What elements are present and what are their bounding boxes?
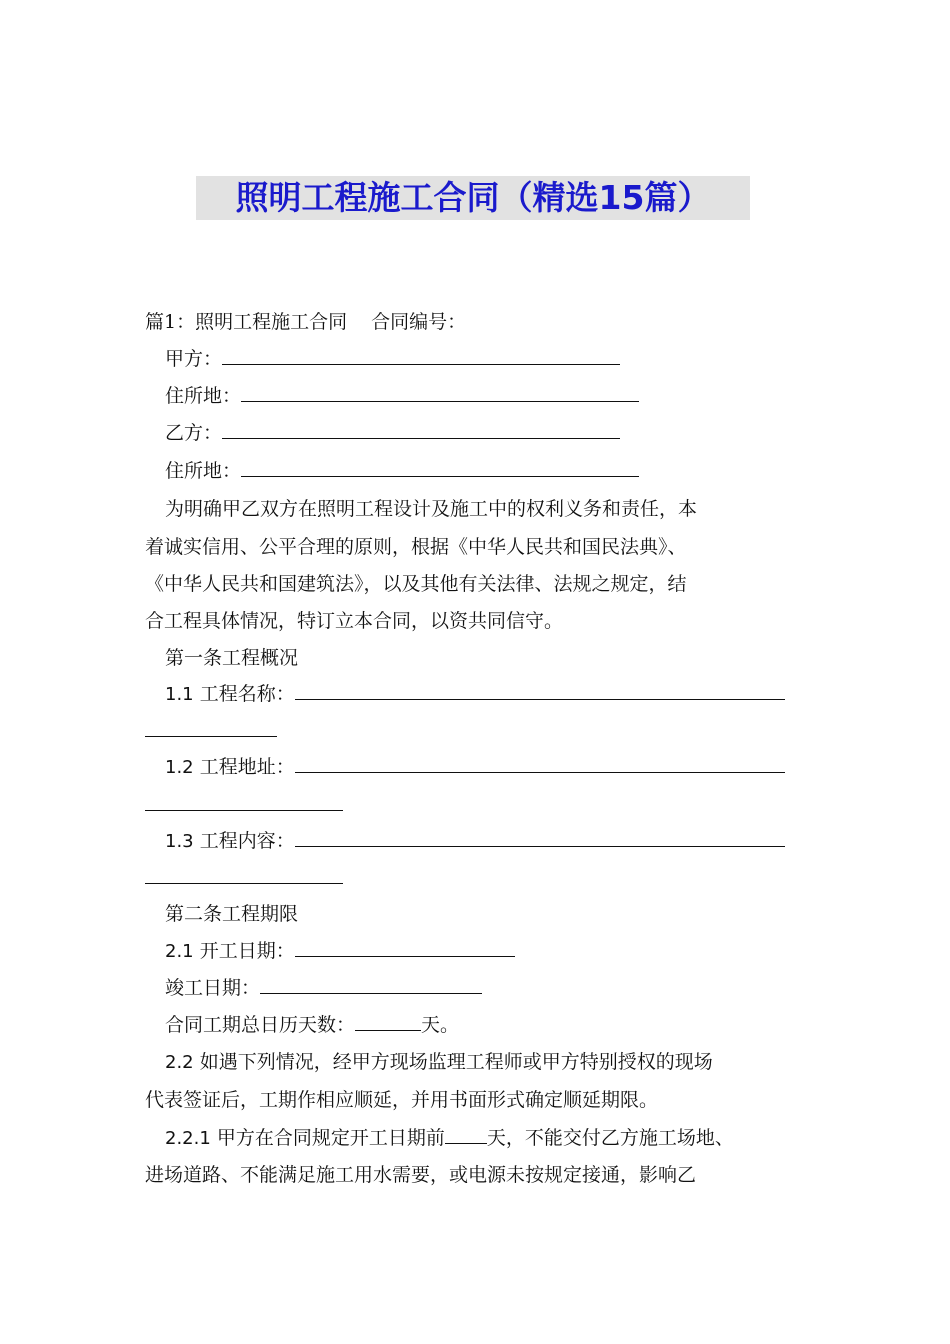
item-2-2-1-text-b: 天，不能交付乙方施工场地、 (486, 1127, 734, 1149)
item-1-2 (145, 754, 835, 781)
total-days-unit: 天。 (421, 1014, 460, 1036)
total-days-label: 合同工期总日历天数： (165, 1014, 356, 1036)
party-a-address-line (145, 383, 835, 409)
article-2-title: 第二条工程期限 (165, 903, 299, 925)
chapter-prefix: 篇1： (145, 311, 196, 333)
item-1-3-number: 1.3 (165, 831, 194, 852)
item-2-2-1-number: 2.2.1 (165, 1128, 211, 1149)
item-1-3-blank-cont (145, 865, 343, 884)
intro-line-2: 着诚实信用、公平合理的原则，根据《中华人民共和国民法典》、 (145, 536, 687, 558)
party-a-address-blank (241, 383, 639, 402)
party-b-address-label: 住所地： (165, 460, 242, 482)
item-2-2-line-1 (145, 1049, 835, 1076)
party-a-line (145, 346, 835, 372)
party-a-address-label: 住所地： (165, 385, 242, 407)
item-1-1 (145, 681, 835, 708)
item-2-2-1-text-a: 甲方在合同规定开工日期前 (216, 1127, 445, 1149)
item-2-1-number: 2.1 (165, 941, 194, 962)
article-1-title: 第一条工程概况 (165, 647, 299, 669)
end-date-label: 竣工日期： (165, 977, 261, 999)
party-b-label: 乙方： (165, 422, 223, 444)
item-1-3 (145, 828, 835, 855)
days-before-blank (445, 1125, 487, 1144)
start-date-label: 开工日期： (199, 940, 295, 962)
item-1-1-blank (295, 681, 785, 700)
intro-line-4: 合工程具体情况，特订立本合同，以资共同信守。 (145, 610, 564, 632)
item-1-3-blank (295, 828, 785, 847)
total-days-line (145, 1012, 835, 1038)
end-date-line (145, 975, 835, 1001)
party-b-address-blank (241, 458, 639, 477)
end-date-blank (260, 975, 482, 994)
item-1-1-label: 工程名称： (199, 683, 295, 705)
contract-no-label: 合同编号： (371, 311, 467, 333)
total-days-blank (355, 1012, 421, 1031)
document-title: 照明工程施工合同（精选15篇） (196, 176, 750, 220)
item-1-2-continuation (145, 792, 815, 818)
chapter-header (145, 309, 815, 335)
item-2-2-line-2: 代表签证后，工期作相应顺延，并用书面形式确定顺延期限。 (145, 1089, 659, 1111)
item-1-2-label: 工程地址： (199, 756, 295, 778)
item-1-1-continuation (145, 718, 815, 744)
party-a-label: 甲方： (165, 348, 223, 370)
item-1-3-continuation (145, 865, 815, 891)
item-1-3-label: 工程内容： (199, 830, 295, 852)
item-1-1-number: 1.1 (165, 684, 194, 705)
item-1-2-number: 1.2 (165, 757, 194, 778)
item-2-2-number: 2.2 (165, 1052, 194, 1073)
party-b-line (145, 420, 835, 446)
item-2-1 (145, 938, 835, 965)
item-1-2-blank (295, 754, 785, 773)
party-a-blank (222, 346, 620, 365)
chapter-name: 照明工程施工合同 (195, 311, 348, 333)
item-2-2-text-1: 如遇下列情况，经甲方现场监理工程师或甲方特别授权的现场 (199, 1051, 713, 1073)
party-b-address-line (145, 458, 835, 484)
start-date-blank (295, 938, 515, 957)
party-b-blank (222, 420, 620, 439)
item-2-2-1-line-1 (145, 1125, 835, 1152)
intro-line-1: 为明确甲乙双方在照明工程设计及施工中的权利义务和责任，本 (165, 498, 698, 520)
item-2-2-1-line-2: 进场道路、不能满足施工用水需要，或电源未按规定接通，影响乙 (145, 1164, 697, 1186)
item-1-2-blank-cont (145, 792, 343, 811)
item-1-1-blank-cont (145, 718, 277, 737)
intro-line-3: 《中华人民共和国建筑法》，以及其他有关法律、法规之规定，结 (145, 573, 687, 595)
